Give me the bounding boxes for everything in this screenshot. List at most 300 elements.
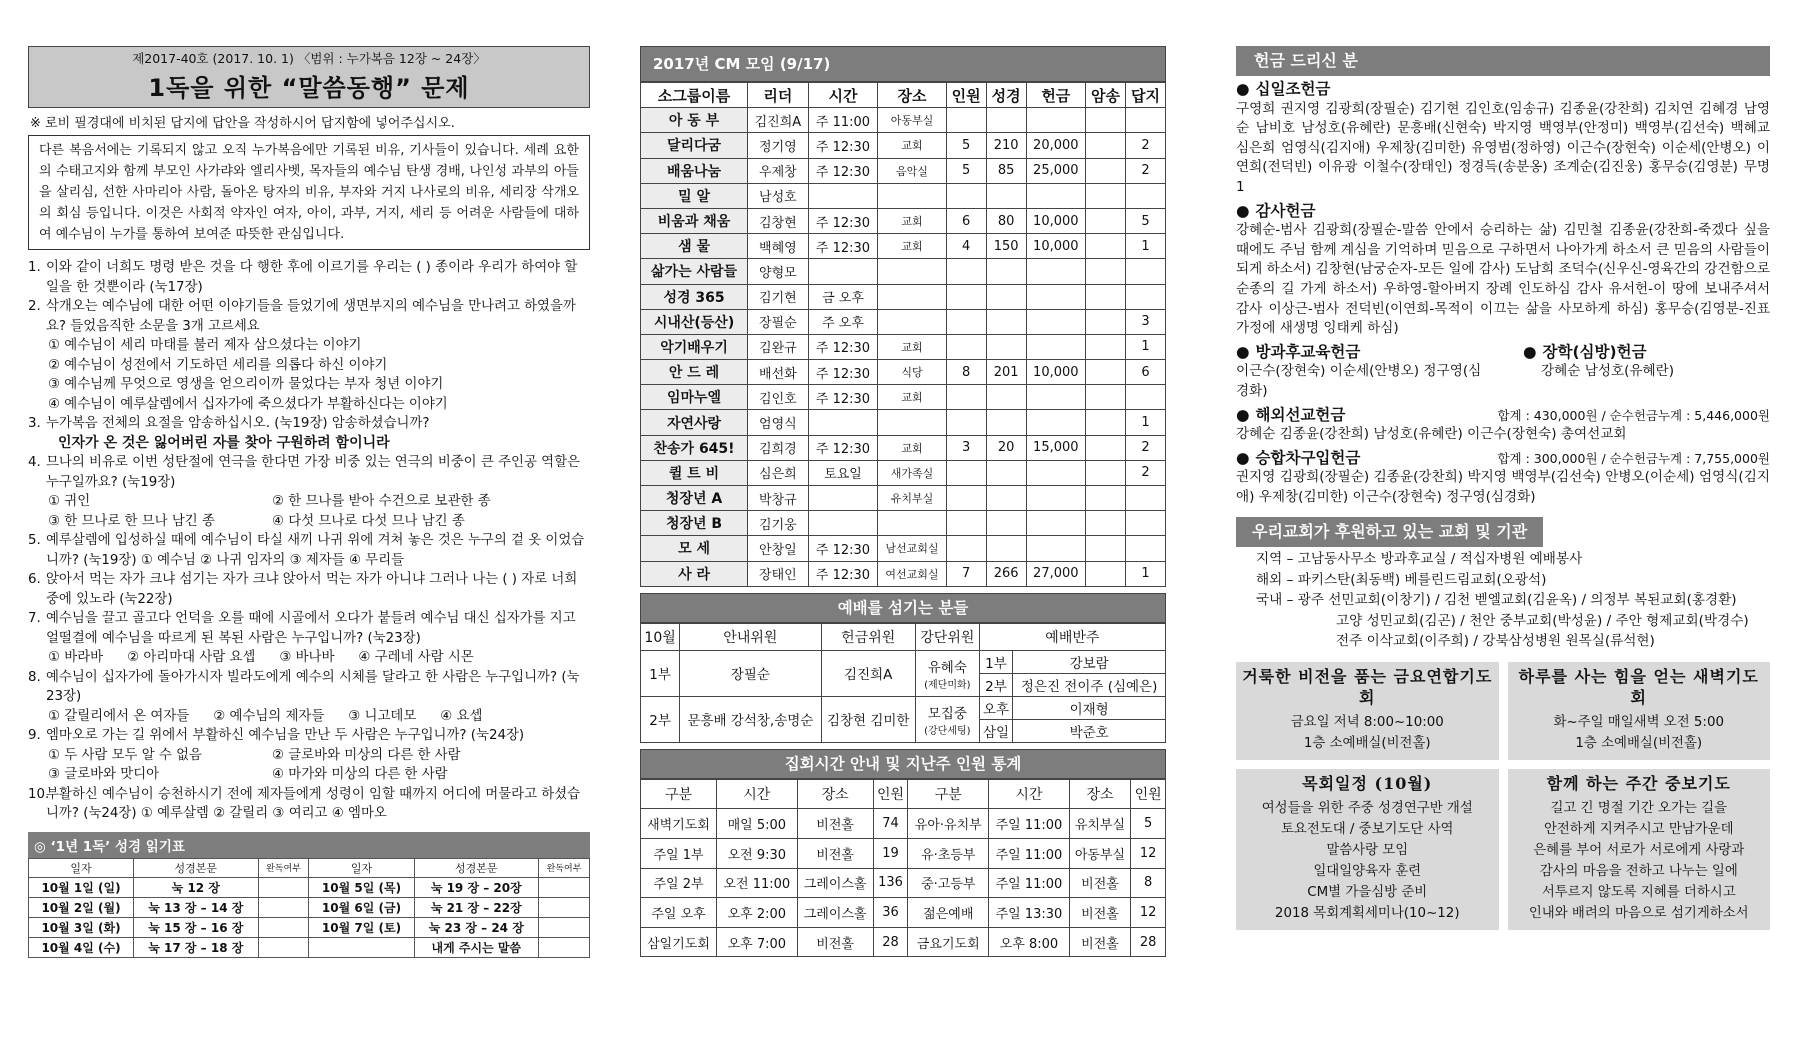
cm-cell: 5 (946, 158, 986, 183)
group-name: 자연사랑 (641, 410, 748, 435)
group-name: 밀 알 (641, 183, 748, 208)
after-school-block (1236, 343, 1483, 402)
col-header: 구분 (908, 779, 989, 809)
cm-cell: 장태인 (748, 561, 809, 586)
cm-cell: 김진희A (748, 108, 809, 133)
reading-cell: 눅 17 장 – 18 장 (134, 937, 258, 957)
reading-cell: 10월 4일 (수) (29, 937, 134, 957)
col-header: 인원 (873, 779, 908, 809)
cm-cell (946, 259, 986, 284)
section-head: 십일조헌금 (1255, 80, 1331, 98)
question-options (28, 707, 590, 727)
cm-cell: 1 (1125, 410, 1165, 435)
cm-cell (1026, 334, 1085, 359)
cm-cell: 주 12:30 (808, 234, 878, 259)
music-player: 정은진 전이주 (심예은) (1013, 673, 1166, 696)
cm-row (641, 208, 1166, 233)
cm-cell: 10,000 (1026, 234, 1085, 259)
question-text-row (28, 453, 590, 492)
option: ③ 예수님께 무엇으로 영생을 얻으리이까 물었다는 부자 청년 이야기 (48, 377, 444, 392)
question-text-row (28, 414, 590, 434)
cm-cell (1086, 108, 1126, 133)
reading-cell: 눅 23 장 – 24 장 (414, 917, 538, 937)
col-header: 인원 (946, 83, 986, 108)
info-box (1236, 769, 1499, 930)
question-number: 1. (28, 260, 41, 275)
stats-cell: 삼일기도회 (641, 927, 717, 957)
option: ③ 니고데모 (348, 708, 417, 724)
bullet-icon: ● (1236, 80, 1250, 98)
option: ③ 바나바 (279, 650, 335, 665)
support-line: 해외 – 파키스탄(최동백) 베를린드림교회(오광석) (1256, 571, 1547, 588)
question-item (28, 668, 590, 727)
cm-cell: 새가족실 (878, 460, 946, 485)
group-name: 임마누엘 (641, 385, 748, 410)
group-name: 배움나눔 (641, 158, 748, 183)
cm-cell (946, 334, 986, 359)
cm-cell (986, 511, 1026, 536)
info-box-line: 감사의 마음을 전하고 나누는 일에 (1539, 863, 1738, 879)
reading-cell: 눅 13 장 – 14 장 (134, 897, 258, 917)
info-box (1508, 769, 1771, 930)
thanks-section (1236, 202, 1770, 339)
section-body: 강혜순 김종윤(강찬희) 남성호(유혜란) 이근수(장현숙) 총여선교회 (1236, 426, 1627, 443)
altar-name: 모집중 (927, 705, 967, 722)
stats-cell: 그레이스홀 (797, 868, 873, 898)
stats-cell: 19 (873, 838, 908, 868)
cm-cell (1026, 486, 1085, 511)
cm-cell (1086, 536, 1126, 561)
question-text: 이와 같이 너희도 명령 받은 것을 다 행한 후에 이르기를 우리는 ( ) 종이라 우리가 하여야 할 일을 한 것뿐이라 (눅17장) (46, 260, 578, 295)
info-box-line: 2018 목회계획세미나(10~12) (1274, 905, 1460, 921)
cm-cell: 토요일 (808, 460, 878, 485)
stats-cell: 36 (873, 898, 908, 928)
reading-row (29, 897, 590, 917)
cm-cell (1026, 309, 1085, 334)
cm-cell: 201 (986, 360, 1026, 385)
cm-cell: 양형모 (748, 259, 809, 284)
col-header: 성경본문 (134, 858, 258, 877)
info-box-title: 하루를 사는 힘을 얻는 새벽기도회 (1518, 666, 1759, 707)
col-header: 암송 (1086, 83, 1126, 108)
group-name: 아 동 부 (641, 108, 748, 133)
cm-row (641, 334, 1166, 359)
offering-column (1236, 46, 1770, 930)
cm-cell (1086, 460, 1126, 485)
question-number: 8. (28, 669, 41, 685)
stats-cell: 8 (1131, 868, 1166, 898)
option-row (48, 765, 590, 785)
bullet-icon: ● (1236, 342, 1250, 361)
group-name: 시내산(등산) (641, 309, 748, 334)
reading-cell (258, 917, 309, 937)
info-box-line: 여성들을 위한 주중 성경연구반 개설 (1261, 800, 1473, 816)
music-player: 이재형 (1013, 696, 1166, 719)
question-item (28, 258, 590, 297)
cm-cell (1086, 259, 1126, 284)
reading-cell (539, 917, 590, 937)
music-player: 강보람 (1013, 650, 1166, 673)
cm-cell: 25,000 (1026, 158, 1085, 183)
cm-cell: 주 12:30 (808, 158, 878, 183)
altar-name: 유혜숙 (927, 659, 967, 676)
cm-cell: 아동부실 (878, 108, 946, 133)
question-text: 예수님이 십자가에 돌아가시자 빌라도에게 예수의 시체를 달라고 한 사람은 누구입니까? (눅23장) (46, 669, 580, 704)
cm-cell (986, 284, 1026, 309)
option: ② 아리마대 사람 요셉 (127, 650, 256, 665)
offering-cell: 김진희A (821, 650, 915, 696)
stats-row (641, 838, 1166, 868)
cm-cell (946, 410, 986, 435)
cm-cell (1125, 486, 1165, 511)
cm-cell: 85 (986, 158, 1026, 183)
stats-cell: 금요기도회 (908, 927, 989, 957)
altar-note: (강단세팅) (924, 725, 971, 737)
cm-cell (878, 284, 946, 309)
cm-row (641, 360, 1166, 385)
cm-cell (1026, 108, 1085, 133)
col-header: 헌금 (1026, 83, 1085, 108)
option: ① 예수님이 세리 마태를 불러 제자 삼으셨다는 이야기 (48, 338, 362, 353)
music-service: 오후 (979, 696, 1013, 719)
option-row (48, 336, 590, 356)
question-text-row (28, 726, 590, 746)
cm-cell: 배선화 (748, 360, 809, 385)
col-header: 답지 (1125, 83, 1165, 108)
info-box-line: 토요전도대 / 중보기도단 사역 (1280, 821, 1454, 837)
group-name: 비움과 채움 (641, 208, 748, 233)
question-number: 2. (28, 299, 41, 314)
vehicle-section (1236, 449, 1770, 508)
cm-cell (946, 385, 986, 410)
question-text-row (28, 570, 590, 609)
cm-cell: 5 (946, 133, 986, 158)
cm-cell (986, 385, 1026, 410)
col-header: 일자 (29, 858, 134, 877)
bullet-icon: ● (1236, 201, 1250, 220)
question-text: 예루살렘에 입성하실 때에 예수님이 타실 새끼 나귀 위에 겨쳐 놓은 것은 누구의 겉 옷 이었습니까? (눅19장) ① 예수님 ② 나귀 임자의 ③ 제자들 ④ 무리들 (46, 533, 585, 568)
cm-cell (946, 486, 986, 511)
info-box-line: 화~주일 매일새벽 오전 5:00 (1553, 714, 1724, 730)
cm-cell: 백혜영 (748, 234, 809, 259)
section-body: 구영희 권지영 김광희(장필순) 김기현 김인호(임송규) 김종윤(강찬희) 김치연 김혜경 남영순 남비호 남성호(유혜란) 문흥배(신현숙) 박지영 백영부(안정미) 백영부(김선숙) 백혜교 심은희 엄영식(김지애) 우제창(김미한) 유영범(정하영) 이근수(장현숙) 이순세(안병오) 이연희(전덕빈) 이유광 이철수(장태인) 정경득(송분옹) 조계순(김진웅) 홍무승(김영분) 무명1 (1236, 100, 1770, 195)
info-box-title: 함께 하는 주간 중보기도 (1546, 773, 1731, 793)
cm-cell (946, 309, 986, 334)
cm-cell: 김기현 (748, 284, 809, 309)
question-text-row (28, 609, 590, 648)
cm-row (641, 385, 1166, 410)
question-number: 4. (28, 455, 41, 470)
stats-cell: 12 (1131, 898, 1166, 928)
question-item (28, 414, 590, 453)
cm-cell: 남선교회실 (878, 536, 946, 561)
col-header: 안내위원 (680, 623, 821, 650)
reading-cell: 10월 6일 (금) (309, 897, 414, 917)
cm-cell (1086, 208, 1126, 233)
cm-cell (986, 108, 1026, 133)
info-box (1236, 662, 1499, 760)
cm-row (641, 460, 1166, 485)
stats-cell: 유·초등부 (908, 838, 989, 868)
stats-cell: 비전홀 (1069, 868, 1131, 898)
mission-section (1236, 406, 1770, 445)
question-number: 10. (28, 786, 50, 802)
cm-cell: 김창현 (748, 208, 809, 233)
cm-cell: 김기웅 (748, 511, 809, 536)
cm-cell: 주 12:30 (808, 133, 878, 158)
cm-cell (1026, 385, 1085, 410)
cm-cell: 150 (986, 234, 1026, 259)
cm-cell: 10,000 (1026, 208, 1085, 233)
stats-cell: 젊은예배 (908, 898, 989, 928)
cm-cell (1086, 284, 1126, 309)
question-text-row (28, 531, 590, 570)
stats-cell: 비전홀 (797, 927, 873, 957)
stats-row (641, 927, 1166, 957)
group-name: 삶가는 사람들 (641, 259, 748, 284)
cm-cell: 2 (1125, 133, 1165, 158)
col-header: 구분 (641, 779, 717, 809)
reading-plan-table (28, 858, 590, 958)
question-item (28, 570, 590, 609)
cm-cell (986, 334, 1026, 359)
info-box-title: 거룩한 비전을 품는 금요연합기도회 (1242, 666, 1493, 707)
cm-cell: 1 (1125, 561, 1165, 586)
reading-cell: 눅 15 장 – 16 장 (134, 917, 258, 937)
stats-cell: 유아·유치부 (908, 809, 989, 839)
col-header: 성경 (986, 83, 1026, 108)
cm-cell (1026, 284, 1085, 309)
option: ② 글로바와 미상의 다른 한 사람 (272, 747, 461, 763)
offering-cell: 김창현 김미한 (821, 696, 915, 742)
info-boxes (1236, 662, 1770, 930)
question-options (28, 492, 590, 531)
stats-cell: 비전홀 (1069, 927, 1131, 957)
cm-cell (1086, 486, 1126, 511)
stats-cell: 28 (873, 927, 908, 957)
cm-cell: 주 12:30 (808, 334, 878, 359)
stats-cell: 그레이스홀 (797, 898, 873, 928)
guide-cell: 장필순 (680, 650, 821, 696)
section-head: 감사헌금 (1255, 201, 1316, 220)
cm-row (641, 410, 1166, 435)
cm-cell: 3 (946, 435, 986, 460)
reading-cell (258, 877, 309, 897)
reading-cell (539, 877, 590, 897)
option-row (48, 356, 590, 376)
question-text: 삭개오는 예수님에 대한 어떤 이야기들을 들었기에 생면부지의 예수님을 만나려고 하였을까요? 들었음직한 소문을 3개 고르세요 (46, 299, 576, 334)
group-name: 퀼 트 비 (641, 460, 748, 485)
section-head: 승합차구입헌금 (1255, 448, 1361, 467)
cm-row (641, 309, 1166, 334)
cm-row (641, 511, 1166, 536)
cm-cell: 심은희 (748, 460, 809, 485)
cm-title: 2017년 CM 모임 (9/17) (640, 46, 1166, 82)
cm-cell: 2 (1125, 435, 1165, 460)
cm-cell (808, 183, 878, 208)
cm-cell (1125, 183, 1165, 208)
support-line: 고양 성민교회(김곤) / 천안 중부교회(박성윤) / 주안 형제교회(박경수) (1336, 612, 1749, 629)
question-text: 앉아서 먹는 자가 크냐 섬기는 자가 크냐 앉아서 먹는 자가 아니냐 그러나 나는 ( ) 자로 너희 중에 있노라 (눅22장) (46, 572, 578, 607)
stats-row (641, 809, 1166, 839)
option: ② 예수님이 성전에서 기도하던 세리를 의롭다 하신 이야기 (48, 357, 388, 373)
reading-cell (258, 897, 309, 917)
cm-cell (1086, 234, 1126, 259)
cm-cell (1026, 511, 1085, 536)
stats-cell: 주일 오후 (641, 898, 717, 928)
question-text-row (28, 297, 590, 336)
cm-cell: 주 12:30 (808, 360, 878, 385)
question-text: 엠마오로 가는 길 위에서 부활하신 예수님을 만난 두 사람은 누구입니까? (눅24장) (46, 728, 525, 743)
cm-cell (986, 486, 1026, 511)
info-box-line: 인내와 배려의 마음으로 섬기게하소서 (1528, 905, 1749, 921)
cm-cell (946, 536, 986, 561)
question-number: 7. (28, 611, 41, 626)
tithe-section (1236, 80, 1770, 198)
support-line: 지역 – 고남동사무소 방과후교실 / 적십자병원 예배봉사 (1256, 551, 1583, 568)
service-cell: 1부 (641, 650, 680, 696)
cm-cell (1086, 410, 1126, 435)
group-name: 성경 365 (641, 284, 748, 309)
stats-cell: 중·고등부 (908, 868, 989, 898)
cm-cell (1125, 284, 1165, 309)
cm-cell: 주 오후 (808, 309, 878, 334)
cm-cell (1125, 108, 1165, 133)
stats-cell: 오후 2:00 (717, 898, 798, 928)
reading-row (29, 917, 590, 937)
cm-cell: 3 (1125, 309, 1165, 334)
cm-row (641, 486, 1166, 511)
stats-cell: 5 (1131, 809, 1166, 839)
section-head: 방과후교육헌금 (1255, 342, 1361, 361)
cm-row (641, 435, 1166, 460)
answer-note: ※ 로비 필경대에 비치된 답지에 답안을 작성하시어 답지함에 넣어주십시오. (30, 116, 455, 131)
bullet-icon: ● (1523, 342, 1537, 361)
guide-cell: 문흥배 강석창,송명순 (680, 696, 821, 742)
quiz-column (28, 46, 590, 958)
cm-row (641, 108, 1166, 133)
section-body: 이근수(장현숙) 이순세(안병오) 정구영(심경화) (1236, 363, 1482, 399)
option: ① 바라바 (48, 650, 104, 665)
col-header: 10월 (641, 623, 680, 650)
question-item (28, 531, 590, 570)
cm-cell (986, 183, 1026, 208)
cm-cell (986, 259, 1026, 284)
intro-box: 다른 복음서에는 기록되지 않고 오직 누가복음에만 기록된 비유, 기사들이 있습니다. 세례 요한의 수태고지와 함께 부모인 사가랴와 엘리사벳, 목자들의 예수님 탄생 경배, 나인성 과부의 아들을 살리심, 선한 사마리아 사람, 돌아온 탕자의 비유, 부자와 거지 나사로의 비유, 세리장 삭개오의 회심 등입니다. 이것은 사회적 약자인 여자, 아이, 과부, 거지, 세리 등 어려운 사람들에 대하여 예수님이 누가를 통하여 보여준 따뜻한 관심입니다. (28, 135, 590, 250)
cm-cell: 김희경 (748, 435, 809, 460)
cm-cell (878, 309, 946, 334)
reading-cell (258, 937, 309, 957)
cm-cell (946, 284, 986, 309)
option: ④ 마가와 미상의 다른 한 사람 (272, 767, 448, 782)
cm-cell (1026, 410, 1085, 435)
cm-cell (1125, 259, 1165, 284)
col-header: 장소 (1069, 779, 1131, 809)
option-row (48, 395, 590, 415)
scholar-block (1483, 343, 1770, 402)
cm-cell: 20,000 (1026, 133, 1085, 158)
question-item (28, 726, 590, 785)
stats-cell: 12 (1131, 838, 1166, 868)
stats-cell: 주일 11:00 (989, 868, 1070, 898)
reading-cell: 눅 12 장 (134, 877, 258, 897)
cm-cell (986, 460, 1026, 485)
question-text: 므나의 비유로 이번 성탄절에 연극을 한다면 가장 비중 있는 연극의 비중이 큰 주인공 역할은 누구일까요? (눅19장) (46, 455, 580, 490)
question-text: 부활하신 예수님이 승천하시기 전에 제자들에게 성령이 임할 때까지 어디에 머물라고 하셨습니까? (눅24장) ① 예루살렘 ② 갈릴리 ③ 여리고 ④ 엠마오 (46, 786, 581, 821)
question-item (28, 785, 590, 824)
question-text-row (28, 258, 590, 297)
support-line: 전주 이삭교회(이주희) / 강북삼성병원 원목실(류석현) (1336, 633, 1655, 650)
col-header: 완독여부 (539, 858, 590, 877)
cm-cell: 8 (946, 360, 986, 385)
option: ④ 구레네 사람 시몬 (358, 650, 474, 665)
cm-row (641, 259, 1166, 284)
bullet-icon: ● (1236, 448, 1250, 467)
cm-cell (878, 259, 946, 284)
service-cell: 2부 (641, 696, 680, 742)
stats-cell: 74 (873, 809, 908, 839)
section-body: 권지영 김광희(장필순) 김종윤(강찬희) 박지영 백영부(김선숙) 안병오(이순세) 엄영식(김지애) 우제창(김미한) 이근수(장현숙) 정구영(심경화) (1236, 469, 1770, 505)
group-name: 찬송가 645! (641, 435, 748, 460)
col-header: 시간 (989, 779, 1070, 809)
cm-cell: 2 (1125, 158, 1165, 183)
support-line: 국내 – 광주 선민교회(이창기) / 김천 벧엘교회(김윤옥) / 의정부 복된교회(홍경환) (1256, 592, 1737, 609)
after-scholar-section (1236, 343, 1770, 402)
question-text-row (28, 785, 590, 824)
support-list (1236, 549, 1770, 652)
cm-cell (1086, 561, 1126, 586)
option: ③ 글로바와 맛디아 (48, 767, 160, 782)
info-box-title: 목회일정 (10월) (1302, 773, 1433, 793)
stats-cell: 주일 1부 (641, 838, 717, 868)
question-item (28, 297, 590, 414)
cm-cell: 27,000 (1026, 561, 1085, 586)
cm-cell (808, 259, 878, 284)
cm-cell: 식당 (878, 360, 946, 385)
section-total: 합계 : 430,000원 / 순수헌금누계 : 5,446,000원 (1497, 407, 1770, 423)
cm-cell (878, 183, 946, 208)
cm-cell: 1 (1125, 234, 1165, 259)
cm-cell (1086, 133, 1126, 158)
altar-cell (915, 650, 979, 696)
reading-cell: 10월 2일 (월) (29, 897, 134, 917)
cm-cell: 80 (986, 208, 1026, 233)
reading-plan-title: ◎ ‘1년 1독’ 성경 읽기표 (28, 832, 590, 858)
cm-cell: 엄영식 (748, 410, 809, 435)
reading-row (29, 937, 590, 957)
cm-cell (1086, 334, 1126, 359)
quiz-header (28, 46, 590, 108)
cm-cell: 주 12:30 (808, 561, 878, 586)
cm-cell: 1 (1125, 334, 1165, 359)
cm-cell: 5 (1125, 208, 1165, 233)
reading-cell: 10월 3일 (화) (29, 917, 134, 937)
group-name: 안 드 레 (641, 360, 748, 385)
stats-cell: 새벽기도회 (641, 809, 717, 839)
option: ② 한 므나를 받아 수건으로 보관한 종 (272, 494, 491, 509)
cm-cell: 안창일 (748, 536, 809, 561)
stats-cell: 주일 2부 (641, 868, 717, 898)
cm-cell (946, 511, 986, 536)
cm-cell (1026, 259, 1085, 284)
info-box-line: 1층 소예배실(비전홀) (1303, 735, 1431, 751)
cm-cell: 6 (946, 208, 986, 233)
altar-note: (제단미화) (924, 679, 971, 691)
cm-cell (1086, 435, 1126, 460)
cm-cell: 김인호 (748, 385, 809, 410)
col-header: 리더 (748, 83, 809, 108)
cm-cell: 주 12:30 (808, 435, 878, 460)
